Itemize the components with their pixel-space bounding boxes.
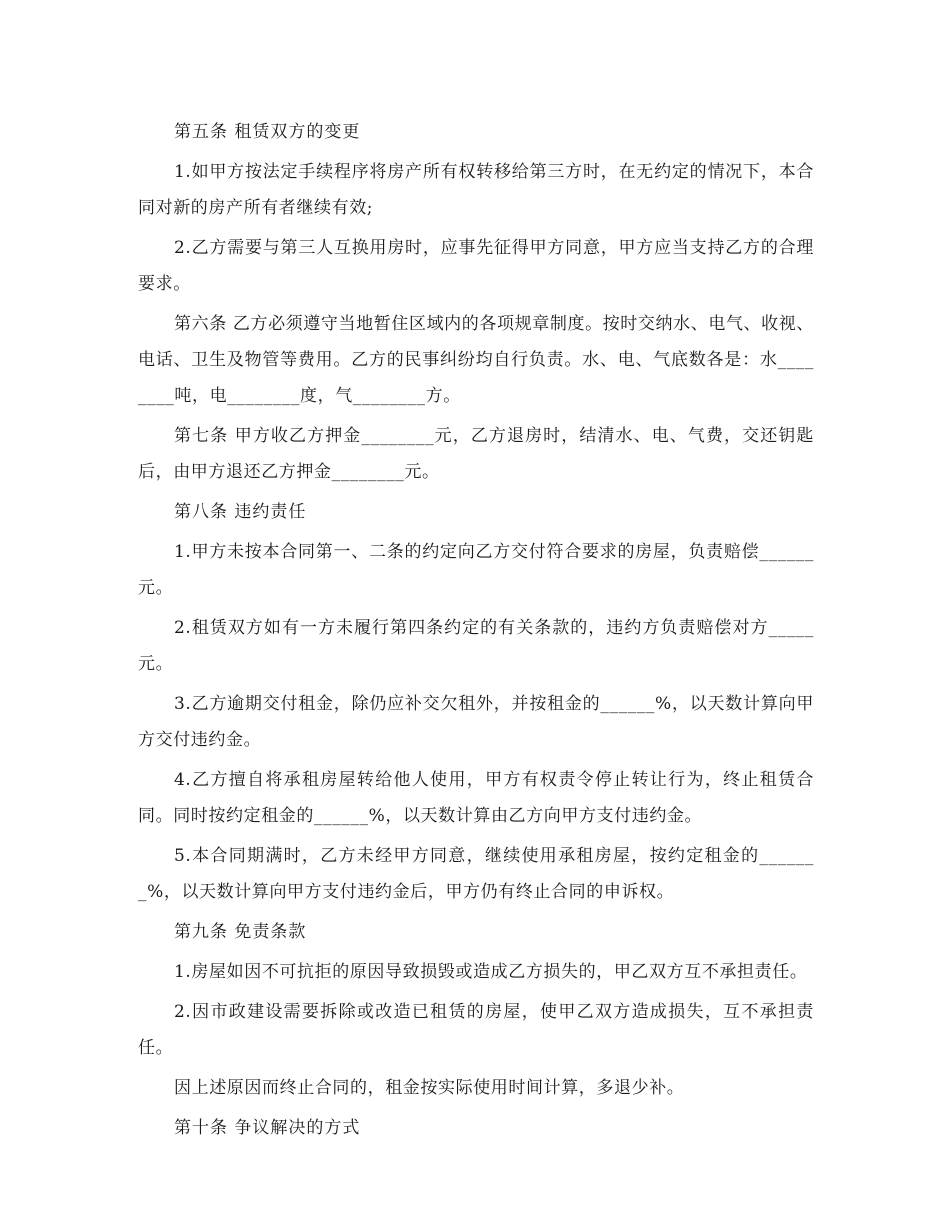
article-10-heading: 第十条 争议解决的方式 xyxy=(174,1118,361,1138)
article-5-heading: 第五条 租赁双方的变更 xyxy=(174,122,361,142)
article-9-note: 因上述原因而终止合同的，租金按实际使用时间计算，多退少补。 xyxy=(174,1078,685,1098)
article-8-clause-3: 3.乙方逾期交付租金，除仍应补交欠租外，并按租金的______%，以天数计算向甲方交付违约金。 xyxy=(138,694,814,750)
article-8-clause-4: 4.乙方擅自将承租房屋转给他人使用，甲方有权责令停止转让行为，终止租赁合同。同时按约定租金的______%，以天数计算由乙方向甲方支付违约金。 xyxy=(138,770,814,826)
article-6: 第六条 乙方必须遵守当地暂住区域内的各项规章制度。按时交纳水、电气、收视、电话、卫生及物管等费用。乙方的民事纠纷均自行负责。水、电、气底数各是：水________吨，电________度，气________方。 xyxy=(138,314,814,406)
contract-body xyxy=(138,114,814,1150)
article-8-clause-1: 1.甲方未按本合同第一、二条的约定向乙方交付符合要求的房屋，负责赔偿______元。 xyxy=(138,542,814,598)
article-9-clause-1: 1.房屋如因不可抗拒的原因导致损毁或造成乙方损失的，甲乙双方互不承担责任。 xyxy=(174,962,808,982)
article-5-clause-2: 2.乙方需要与第三人互换用房时，应事先征得甲方同意，甲方应当支持乙方的合理要求。 xyxy=(138,238,814,294)
article-8-clause-5: 5.本合同期满时，乙方未经甲方同意，继续使用承租房屋，按约定租金的_______%，以天数计算向甲方支付违约金后，甲方仍有终止合同的申诉权。 xyxy=(138,846,814,902)
article-8-heading: 第八条 违约责任 xyxy=(174,502,307,522)
article-9-heading: 第九条 免责条款 xyxy=(174,922,307,942)
article-7: 第七条 甲方收乙方押金________元，乙方退房时，结清水、电、气费，交还钥匙后，由甲方退还乙方押金________元。 xyxy=(138,426,814,482)
article-9-clause-2: 2.因市政建设需要拆除或改造已租赁的房屋，使甲乙双方造成损失，互不承担责任。 xyxy=(138,1002,814,1058)
article-8-clause-2: 2.租赁双方如有一方未履行第四条约定的有关条款的，违约方负责赔偿对方_____元。 xyxy=(138,618,814,674)
article-5-clause-1: 1.如甲方按法定手续程序将房产所有权转移给第三方时，在无约定的情况下，本合同对新的房产所有者继续有效; xyxy=(138,162,814,218)
